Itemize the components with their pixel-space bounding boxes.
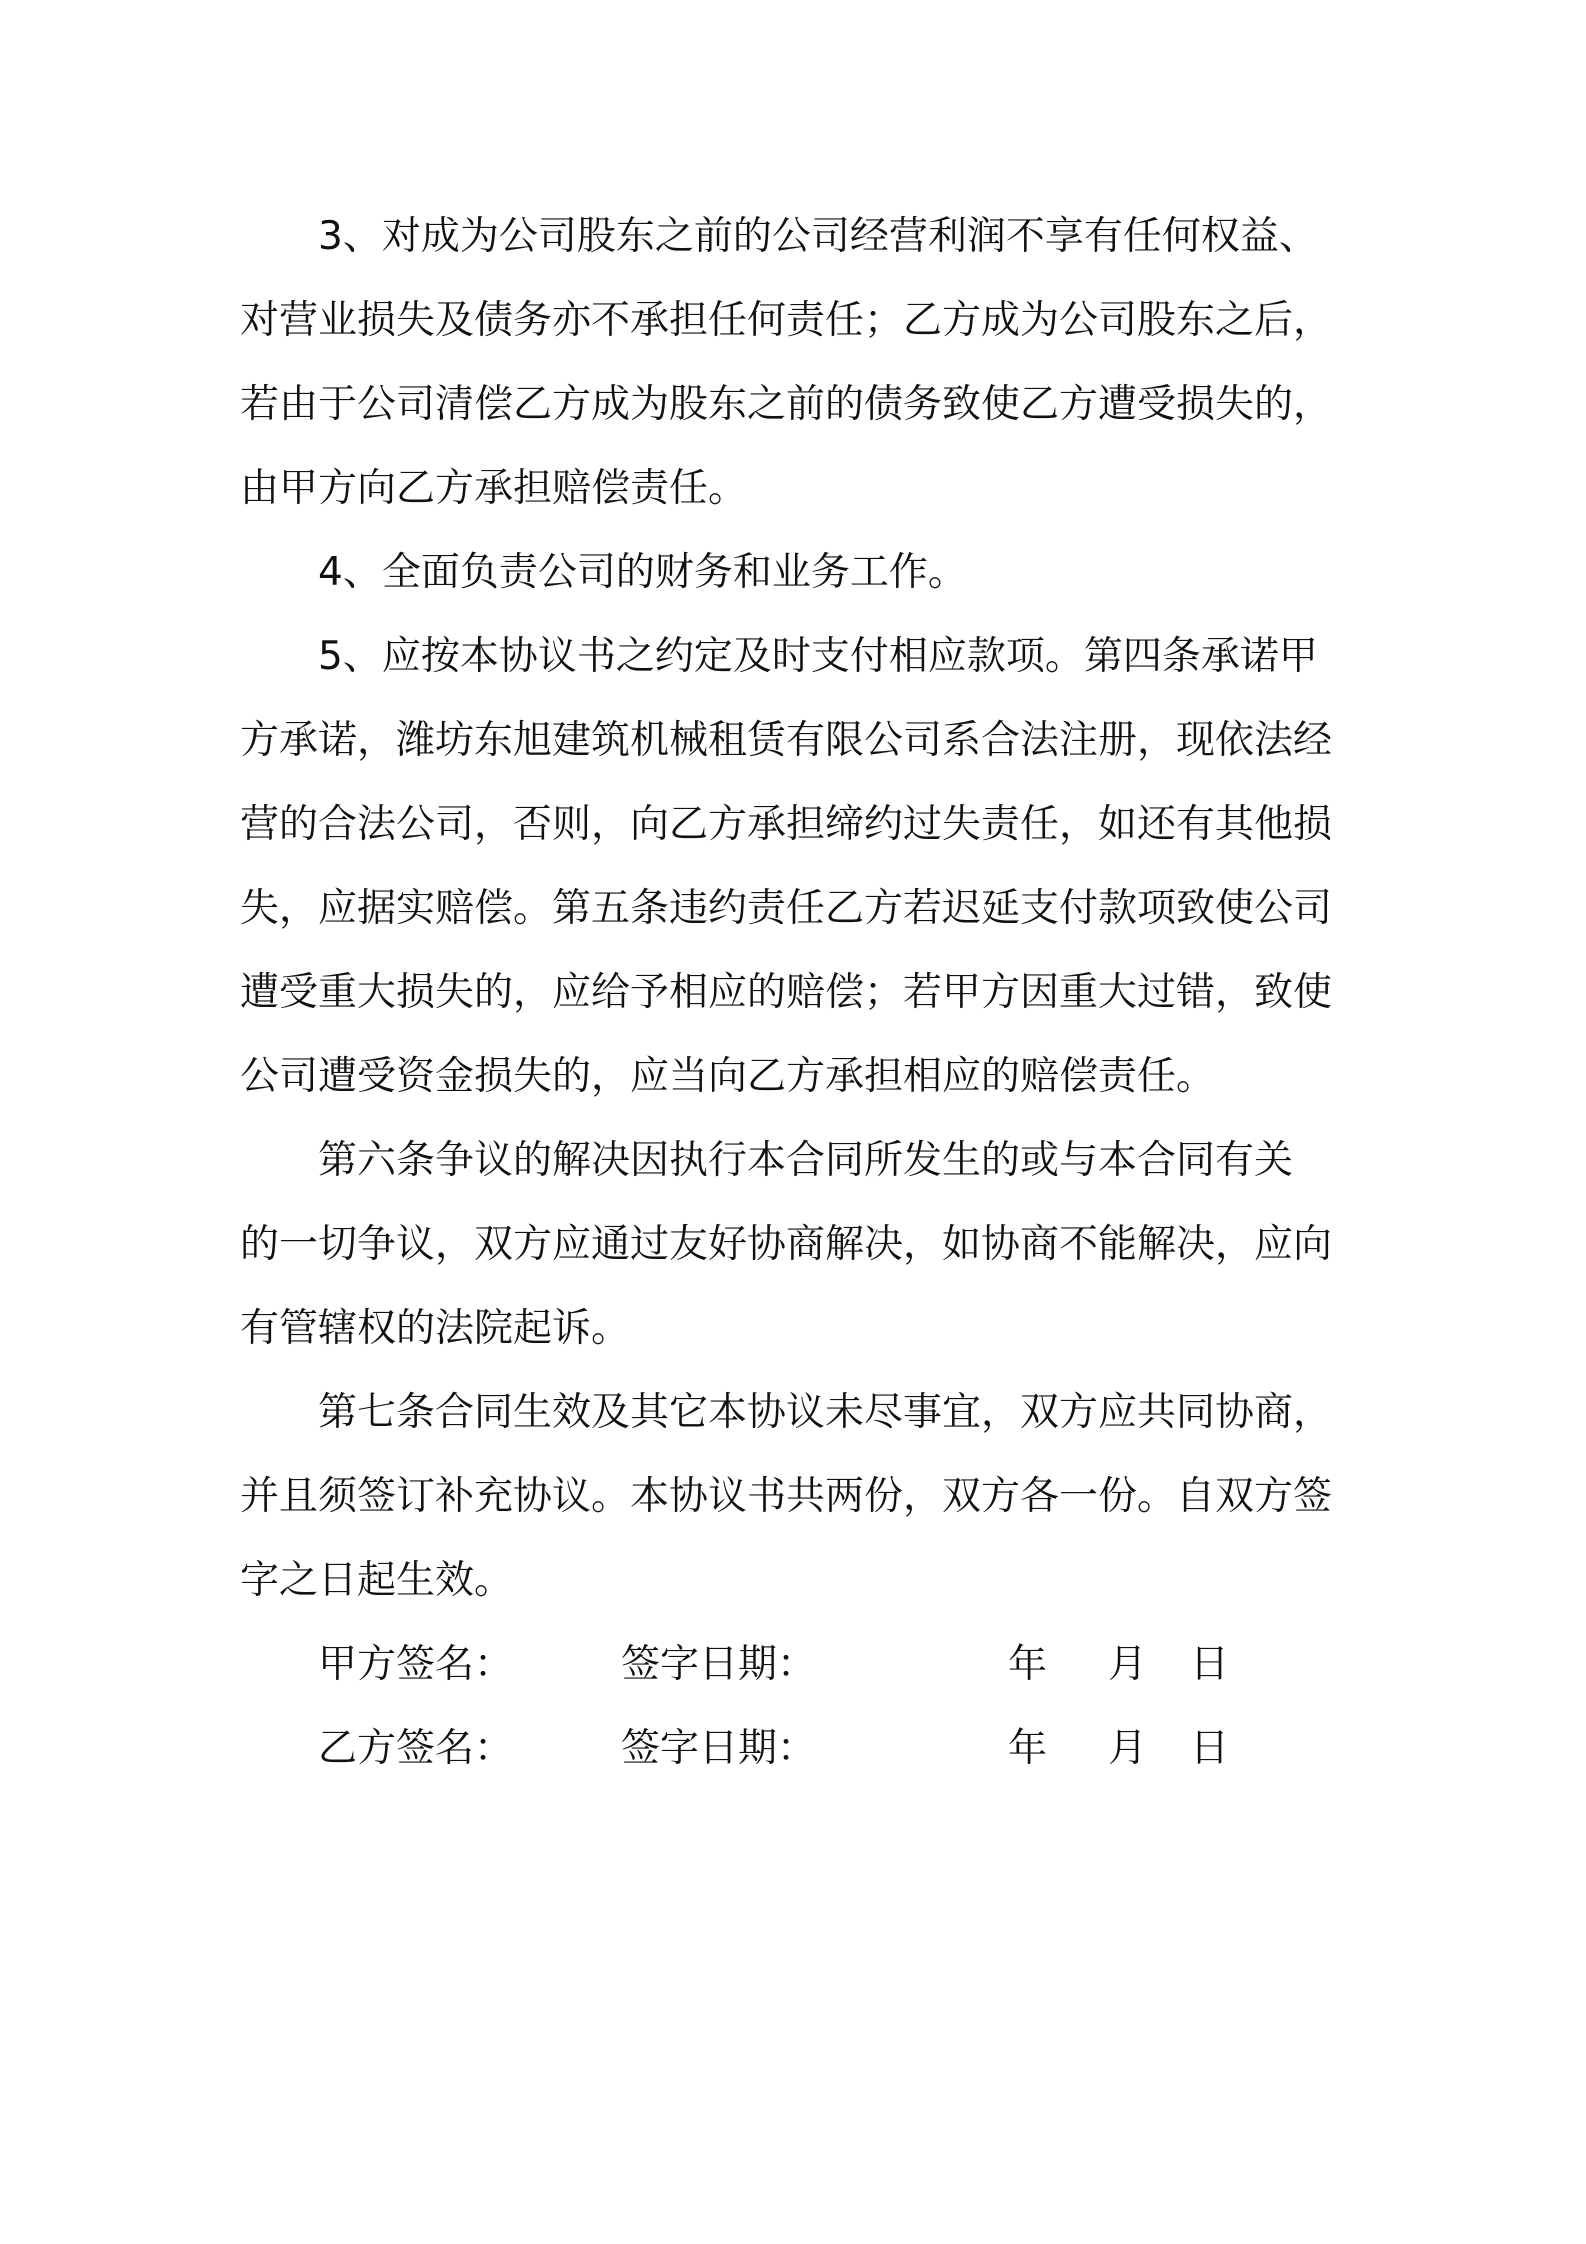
day-label: 日 [1190,1726,1230,1771]
paragraph-line: 4、全面负责公司的财务和业务工作。 [318,550,967,595]
paragraph-line: 字之日起生效。 [240,1558,514,1603]
paragraph-3 [240,195,1350,531]
paragraph-line: 营的合法公司，否则，向乙方承担缔约过失责任，如还有其他损 [240,802,1333,847]
paragraph-line: 方承诺，潍坊东旭建筑机械租赁有限公司系合法注册，现依法经 [240,718,1333,763]
month-label: 月 [1108,1642,1148,1687]
paragraph-line: 5、应按本协议书之约定及时支付相应款项。第四条承诺甲 [318,634,1318,679]
year-label: 年 [1008,1726,1048,1771]
signature-row-party-b [240,1707,1350,1791]
paragraph-4 [240,531,1350,615]
paragraph-line: 失，应据实赔偿。第五条违约责任乙方若迟延支付款项致使公司 [240,886,1333,931]
paragraph-line: 第六条争议的解决因执行本合同所发生的或与本合同有关 [318,1138,1294,1183]
paragraph-line: 对营业损失及债务亦不承担任何责任；乙方成为公司股东之后， [240,298,1333,343]
document-body [240,195,1350,1791]
signing-date-label: 签字日期： [621,1642,817,1687]
article-6-paragraph [240,1119,1350,1371]
paragraph-line: 有管辖权的法院起诉。 [240,1306,631,1351]
paragraph-line: 并且须签订补充协议。本协议书共两份，双方各一份。自双方签 [240,1474,1333,1519]
paragraph-line: 公司遭受资金损失的，应当向乙方承担相应的赔偿责任。 [240,1054,1216,1099]
paragraph-line: 由甲方向乙方承担赔偿责任。 [240,466,748,511]
signer-label: 甲方签名： [318,1642,514,1687]
signer-label: 乙方签名： [318,1726,514,1771]
paragraph-line: 遭受重大损失的，应给予相应的赔偿；若甲方因重大过错，致使 [240,970,1333,1015]
signing-date-label: 签字日期： [621,1726,817,1771]
paragraph-line: 的一切争议，双方应通过友好协商解决，如协商不能解决，应向 [240,1222,1333,1267]
month-label: 月 [1108,1726,1148,1771]
article-7-paragraph [240,1371,1350,1623]
day-label: 日 [1190,1642,1230,1687]
paragraph-5 [240,615,1350,1119]
year-label: 年 [1008,1642,1048,1687]
paragraph-line: 若由于公司清偿乙方成为股东之前的债务致使乙方遭受损失的， [240,382,1333,427]
paragraph-line: 3、对成为公司股东之前的公司经营利润不享有任何权益、 [318,214,1318,259]
paragraph-line: 第七条合同生效及其它本协议未尽事宜，双方应共同协商， [318,1390,1333,1435]
signature-row-party-a [240,1623,1350,1707]
